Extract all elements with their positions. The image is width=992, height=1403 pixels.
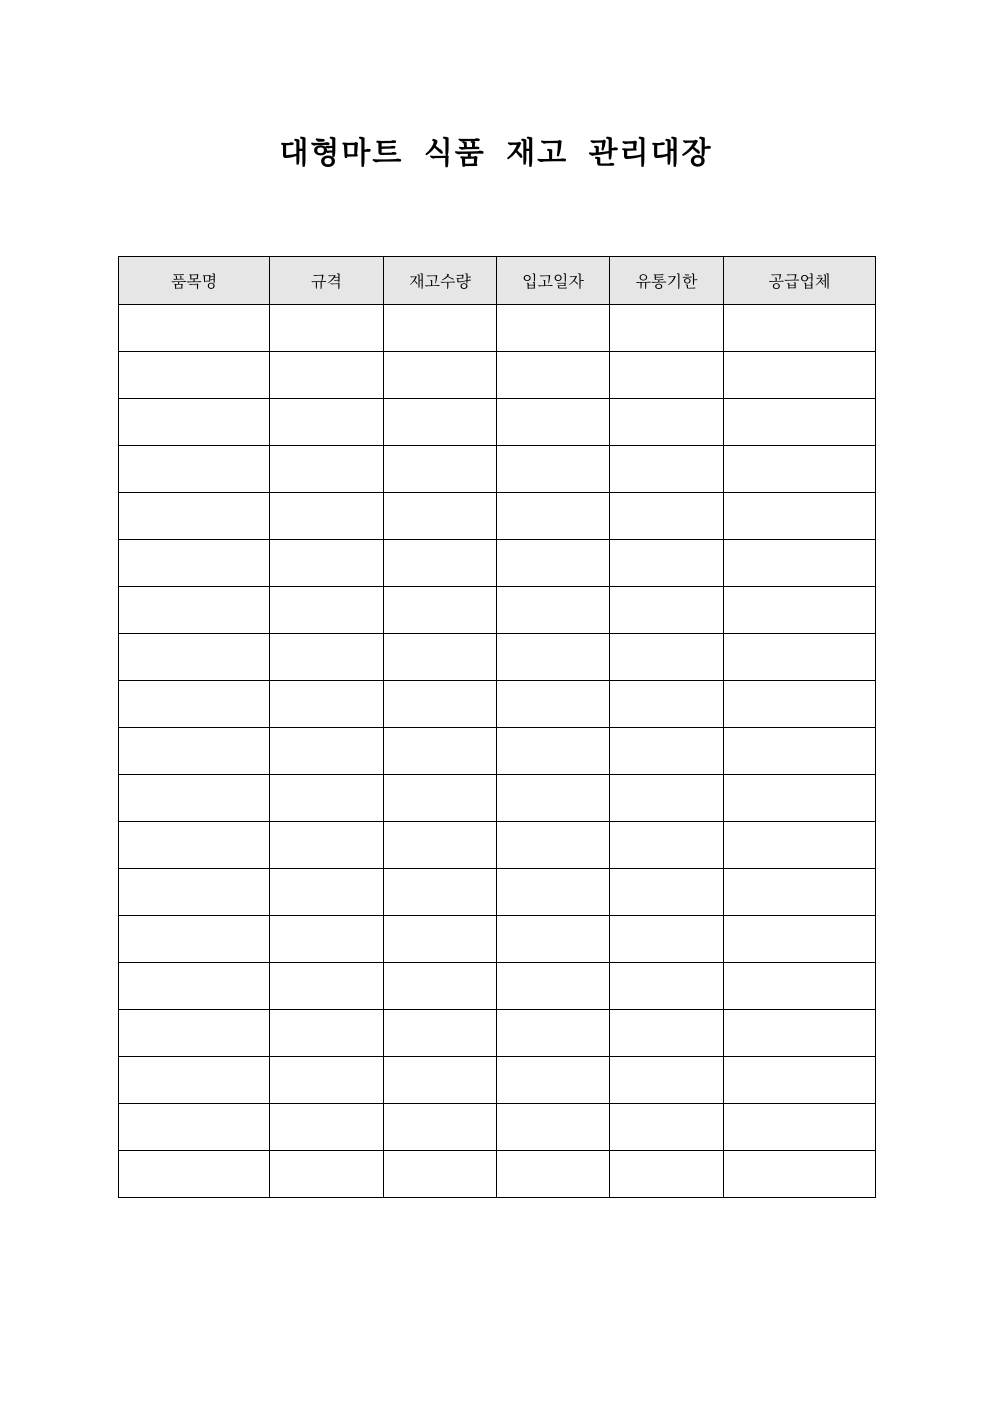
table-row [119,775,876,822]
cell-stock-qty[interactable] [384,1057,497,1104]
cell-stock-qty[interactable] [384,352,497,399]
table-body [119,305,876,1198]
cell-received-date[interactable] [497,963,610,1010]
table-row [119,493,876,540]
cell-expiry-date[interactable] [610,728,724,775]
cell-spec[interactable] [270,728,384,775]
cell-received-date[interactable] [497,681,610,728]
cell-expiry-date[interactable] [610,634,724,681]
column-header-spec: 규격 [270,257,384,305]
cell-received-date[interactable] [497,352,610,399]
cell-spec[interactable] [270,493,384,540]
cell-stock-qty[interactable] [384,587,497,634]
cell-item-name[interactable] [119,446,270,493]
cell-spec[interactable] [270,963,384,1010]
cell-stock-qty[interactable] [384,775,497,822]
table-row [119,728,876,775]
cell-spec[interactable] [270,681,384,728]
cell-spec[interactable] [270,634,384,681]
cell-expiry-date[interactable] [610,540,724,587]
cell-spec[interactable] [270,352,384,399]
table-row [119,963,876,1010]
cell-item-name[interactable] [119,775,270,822]
cell-expiry-date[interactable] [610,916,724,963]
table-row [119,352,876,399]
cell-received-date[interactable] [497,775,610,822]
table-row [119,1057,876,1104]
cell-received-date[interactable] [497,446,610,493]
cell-spec[interactable] [270,305,384,352]
cell-expiry-date[interactable] [610,399,724,446]
cell-expiry-date[interactable] [610,1057,724,1104]
cell-expiry-date[interactable] [610,775,724,822]
cell-received-date[interactable] [497,1057,610,1104]
cell-spec[interactable] [270,775,384,822]
cell-spec[interactable] [270,1010,384,1057]
cell-expiry-date[interactable] [610,963,724,1010]
column-header-stock-qty: 재고수량 [384,257,497,305]
cell-supplier[interactable] [724,634,876,681]
cell-supplier[interactable] [724,352,876,399]
cell-received-date[interactable] [497,916,610,963]
table-header-row [119,257,876,305]
table-row [119,822,876,869]
cell-spec[interactable] [270,446,384,493]
cell-expiry-date[interactable] [610,493,724,540]
table-row [119,446,876,493]
cell-item-name[interactable] [119,1057,270,1104]
column-header-supplier: 공급업체 [724,257,876,305]
cell-spec[interactable] [270,1104,384,1151]
cell-stock-qty[interactable] [384,728,497,775]
page-title: 대형마트 식품 재고 관리대장 [279,136,713,171]
cell-supplier[interactable] [724,493,876,540]
cell-received-date[interactable] [497,728,610,775]
table-row [119,399,876,446]
cell-stock-qty[interactable] [384,681,497,728]
table-row [119,540,876,587]
cell-supplier[interactable] [724,681,876,728]
cell-item-name[interactable] [119,399,270,446]
cell-expiry-date[interactable] [610,869,724,916]
table-row [119,1151,876,1198]
table-row [119,1010,876,1057]
cell-supplier[interactable] [724,1151,876,1198]
cell-received-date[interactable] [497,493,610,540]
table-row [119,916,876,963]
cell-received-date[interactable] [497,399,610,446]
cell-item-name[interactable] [119,305,270,352]
cell-item-name[interactable] [119,493,270,540]
cell-spec[interactable] [270,916,384,963]
cell-expiry-date[interactable] [610,587,724,634]
cell-received-date[interactable] [497,1104,610,1151]
cell-expiry-date[interactable] [610,305,724,352]
cell-supplier[interactable] [724,587,876,634]
column-header-item-name: 품목명 [119,257,270,305]
cell-item-name[interactable] [119,963,270,1010]
cell-stock-qty[interactable] [384,399,497,446]
cell-supplier[interactable] [724,916,876,963]
cell-item-name[interactable] [119,916,270,963]
cell-received-date[interactable] [497,1151,610,1198]
table-row [119,587,876,634]
cell-spec[interactable] [270,1151,384,1198]
cell-received-date[interactable] [497,540,610,587]
cell-expiry-date[interactable] [610,446,724,493]
cell-expiry-date[interactable] [610,352,724,399]
column-header-expiry-date: 유통기한 [610,257,724,305]
cell-stock-qty[interactable] [384,822,497,869]
cell-stock-qty[interactable] [384,916,497,963]
cell-expiry-date[interactable] [610,681,724,728]
cell-supplier[interactable] [724,1057,876,1104]
inventory-table [118,256,876,1198]
cell-item-name[interactable] [119,869,270,916]
cell-received-date[interactable] [497,634,610,681]
cell-received-date[interactable] [497,587,610,634]
cell-expiry-date[interactable] [610,1151,724,1198]
cell-supplier[interactable] [724,446,876,493]
cell-stock-qty[interactable] [384,869,497,916]
cell-supplier[interactable] [724,1104,876,1151]
cell-supplier[interactable] [724,869,876,916]
cell-supplier[interactable] [724,775,876,822]
cell-stock-qty[interactable] [384,305,497,352]
cell-item-name[interactable] [119,728,270,775]
cell-item-name[interactable] [119,540,270,587]
cell-item-name[interactable] [119,1151,270,1198]
cell-received-date[interactable] [497,822,610,869]
cell-supplier[interactable] [724,822,876,869]
table-row [119,681,876,728]
cell-expiry-date[interactable] [610,1010,724,1057]
cell-item-name[interactable] [119,352,270,399]
cell-item-name[interactable] [119,1104,270,1151]
cell-stock-qty[interactable] [384,634,497,681]
cell-spec[interactable] [270,540,384,587]
cell-stock-qty[interactable] [384,446,497,493]
table-row [119,634,876,681]
cell-stock-qty[interactable] [384,963,497,1010]
cell-stock-qty[interactable] [384,540,497,587]
cell-supplier[interactable] [724,1010,876,1057]
cell-supplier[interactable] [724,305,876,352]
cell-item-name[interactable] [119,634,270,681]
cell-received-date[interactable] [497,305,610,352]
cell-supplier[interactable] [724,540,876,587]
cell-item-name[interactable] [119,587,270,634]
cell-received-date[interactable] [497,869,610,916]
cell-spec[interactable] [270,587,384,634]
cell-item-name[interactable] [119,822,270,869]
table-row [119,869,876,916]
table-row [119,1104,876,1151]
cell-supplier[interactable] [724,728,876,775]
cell-stock-qty[interactable] [384,1104,497,1151]
cell-supplier[interactable] [724,399,876,446]
cell-supplier[interactable] [724,963,876,1010]
cell-stock-qty[interactable] [384,493,497,540]
cell-item-name[interactable] [119,1010,270,1057]
cell-expiry-date[interactable] [610,822,724,869]
cell-item-name[interactable] [119,681,270,728]
cell-received-date[interactable] [497,1010,610,1057]
cell-spec[interactable] [270,399,384,446]
cell-stock-qty[interactable] [384,1010,497,1057]
cell-expiry-date[interactable] [610,1104,724,1151]
cell-spec[interactable] [270,869,384,916]
cell-stock-qty[interactable] [384,1151,497,1198]
cell-spec[interactable] [270,1057,384,1104]
table-row [119,305,876,352]
column-header-received-date: 입고일자 [497,257,610,305]
cell-spec[interactable] [270,822,384,869]
